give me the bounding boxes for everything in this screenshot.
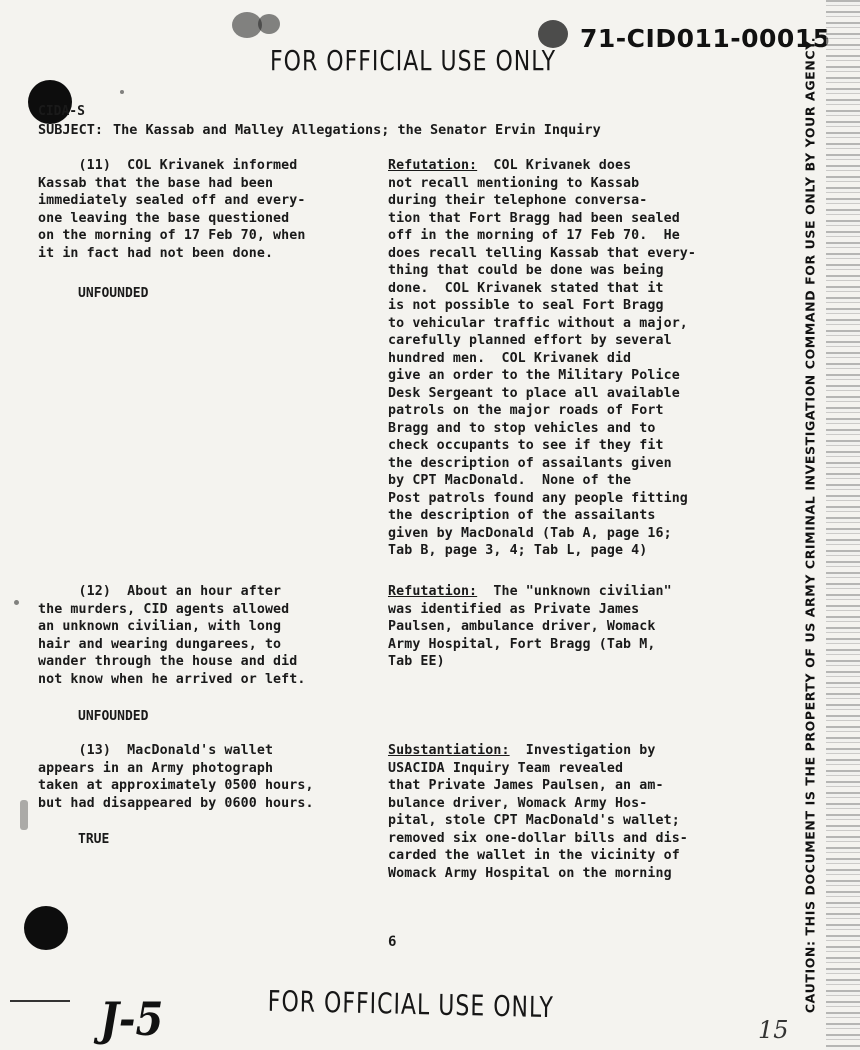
verdict-12: UNFOUNDED [78, 709, 149, 724]
page-number: 6 [388, 934, 397, 950]
office-code: CIDA-S [38, 104, 85, 119]
ink-blob [538, 20, 568, 48]
ink-speck [20, 800, 28, 830]
allegation-12: (12) About an hour after the murders, CID agents allowed an unknown civilian, with long hair and wearing dungarees, to wander through the house and did not know when he arrived or left. [38, 584, 306, 687]
response-label-13: Substantiation: [388, 743, 510, 758]
subject-line [38, 122, 601, 138]
verdict-11: UNFOUNDED [78, 286, 149, 301]
document-id: 71-CID011-00015 [580, 24, 831, 53]
official-use-stamp-bottom: FOR OFFICIAL USE ONLY [267, 986, 554, 1025]
response-11 [388, 157, 738, 560]
verdict-13: TRUE [78, 832, 110, 847]
handwritten-corner-mark: 15 [758, 1016, 789, 1044]
allegation-11: (11) COL Krivanek informed Kassab that the base had been immediately sealed off and every- one leaving the base questioned on the morning of 17 Feb 70, when it in fact had not been done. [38, 158, 306, 261]
subject-text: The Kassab and Malley Allegations; the Senator Ervin Inquiry [113, 122, 601, 138]
response-13 [388, 742, 738, 882]
handwritten-mark: J-5 [100, 992, 164, 1047]
response-label-12: Refutation: [388, 584, 478, 599]
ink-speck [14, 600, 19, 605]
response-text-13: Investigation by USACIDA Inquiry Team revealed that Private James Paulsen, an am- bulance driver, Womack Army Hos- pital, stole CPT MacDonald's wallet; removed six one-dollar bills and dis- carded the wallet in the vicinity of Womack Army Hospital on the morning [388, 743, 688, 881]
scan-edge-noise [826, 0, 860, 1050]
official-use-stamp-top: FOR OFFICIAL USE ONLY [270, 46, 557, 78]
response-label-11: Refutation: [388, 158, 478, 173]
allegation-13: (13) MacDonald's wallet appears in an Army photograph taken at approximately 0500 hours, but had disappeared by 0600 hours. [38, 743, 314, 811]
ink-speck [120, 90, 124, 94]
ink-blob [258, 14, 280, 34]
response-text-11: COL Krivanek does not recall mentioning to Kassab during their telephone conversa- tion that Fort Bragg had been sealed off in the morning of 17 Feb 70. He does recall telling Kassab that every- thing that could be done was being done. COL Krivanek stated that it is not possible to seal Fort Bragg to vehicular traffic without a major, carefully planned effort by several hundred men. COL Krivanek did give an order to the Military Police Desk Sergeant to place all available patrols on the major roads of Fort Bragg and to stop vehicles and to check occupants to see if they fit the description of assailants given by CPT MacDonald. None of the Post patrols found any people fitting the description of the assailants given by MacDonald (Tab A, page 16; Tab B, page 3, 4; Tab L, page 4) [388, 158, 697, 558]
punch-hole-bottom [24, 906, 68, 950]
footer-dash [10, 1000, 70, 1002]
subject-label: SUBJECT: [38, 122, 104, 138]
caution-notice: CAUTION: THIS DOCUMENT IS THE PROPERTY OF US ARMY CRIMINAL INVESTIGATION COMMAND FOR USE ONLY BY YOUR AGENCY. [802, 36, 818, 1014]
response-text-12: The "unknown civilian" was identified as Private James Paulsen, ambulance driver, Womack Army Hospital, Fort Bragg (Tab M, Tab EE) [388, 584, 672, 669]
response-12 [388, 583, 738, 671]
margin-notice-column [792, 0, 828, 1050]
